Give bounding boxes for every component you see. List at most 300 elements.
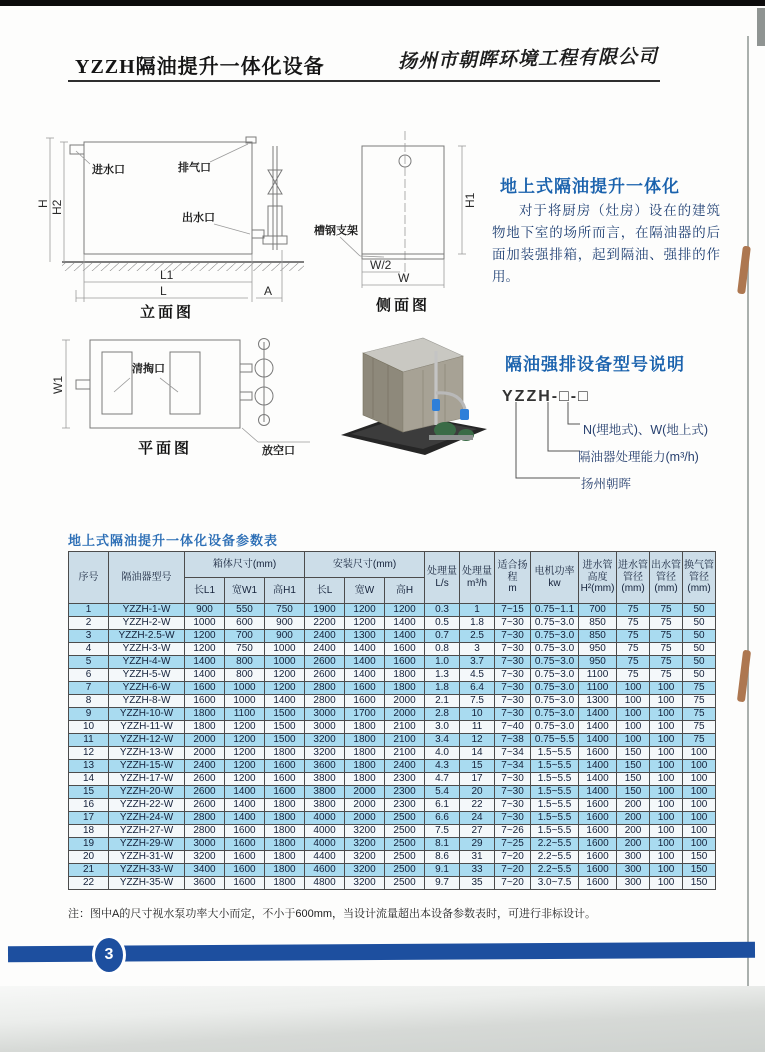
- table-cell: 700: [225, 630, 265, 643]
- table-cell: 100: [650, 773, 683, 786]
- table-cell: 1.3: [425, 669, 460, 682]
- table-cell: 1800: [265, 864, 305, 877]
- table-cell: 1400: [185, 669, 225, 682]
- table-cell: 2.2~5.5: [531, 851, 579, 864]
- table-title: 地上式隔油提升一体化设备参数表: [68, 533, 279, 548]
- table-cell: 3: [69, 630, 109, 643]
- table-cell: 300: [617, 877, 650, 890]
- table-cell: 5: [69, 656, 109, 669]
- table-cell: 7~15: [495, 604, 531, 617]
- table-cell: 2400: [305, 643, 345, 656]
- table-cell: 2300: [385, 786, 425, 799]
- table-cell: 1800: [265, 799, 305, 812]
- table-cell: 1.8: [460, 617, 495, 630]
- page-number-badge: 3: [92, 935, 126, 975]
- col-header-flow-m3h: 处理量 m³/h: [460, 552, 495, 604]
- table-cell: 9.1: [425, 864, 460, 877]
- table-cell: 0.75~3.0: [531, 656, 579, 669]
- table-cell: 7.5: [460, 695, 495, 708]
- table-row: [69, 851, 716, 864]
- table-cell: YZZH-27-W: [109, 825, 185, 838]
- table-cell: 100: [650, 838, 683, 851]
- table-cell: 50: [683, 643, 716, 656]
- table-cell: 1800: [265, 851, 305, 864]
- table-cell: 1.5~5.5: [531, 747, 579, 760]
- table-cell: 100: [650, 734, 683, 747]
- table-cell: 3200: [345, 877, 385, 890]
- table-cell: 1400: [385, 630, 425, 643]
- table-cell: 7~20: [495, 864, 531, 877]
- table-cell: 2.2~5.5: [531, 838, 579, 851]
- company-name: 扬州市朝晖环境工程有限公司: [397, 46, 659, 73]
- table-cell: 100: [683, 760, 716, 773]
- table-row: [69, 708, 716, 721]
- table-cell: 3800: [305, 773, 345, 786]
- col-subheader: 宽W: [345, 578, 385, 604]
- table-cell: 1600: [579, 799, 617, 812]
- table-cell: 100: [683, 799, 716, 812]
- table-cell: 0.75~3.0: [531, 630, 579, 643]
- table-cell: 3.4: [425, 734, 460, 747]
- table-cell: 1800: [385, 669, 425, 682]
- table-cell: 7~30: [495, 617, 531, 630]
- table-cell: YZZH-20-W: [109, 786, 185, 799]
- table-cell: 75: [650, 604, 683, 617]
- table-cell: 150: [683, 877, 716, 890]
- col-header-head: 适合扬程 m: [495, 552, 531, 604]
- table-cell: 1900: [305, 604, 345, 617]
- table-cell: 75: [617, 617, 650, 630]
- table-cell: 950: [579, 656, 617, 669]
- table-cell: 20: [69, 851, 109, 864]
- table-cell: 3: [460, 643, 495, 656]
- table-cell: 50: [683, 617, 716, 630]
- product-photo: [333, 323, 493, 471]
- table-cell: 100: [683, 825, 716, 838]
- table-cell: 2400: [185, 760, 225, 773]
- table-note: 注：图中A的尺寸视水泵功率大小而定，不小于600mm，当设计流量超出本设备参数表时，可进行非标设计。: [68, 908, 597, 920]
- side-view-drawing: [312, 128, 487, 298]
- table-cell: 1800: [265, 825, 305, 838]
- intro-title: 地上式隔油提升一体化: [500, 177, 680, 196]
- table-cell: YZZH-6-W: [109, 682, 185, 695]
- table-cell: 2000: [345, 799, 385, 812]
- table-cell: 100: [650, 877, 683, 890]
- table-cell: YZZH-2-W: [109, 617, 185, 630]
- table-cell: 800: [225, 656, 265, 669]
- table-cell: 100: [650, 851, 683, 864]
- table-cell: 900: [265, 617, 305, 630]
- table-cell: 16: [69, 799, 109, 812]
- table-row: [69, 630, 716, 643]
- table-cell: 21: [69, 864, 109, 877]
- table-cell: 2300: [385, 799, 425, 812]
- table-cell: 100: [650, 812, 683, 825]
- table-cell: 50: [683, 669, 716, 682]
- table-cell: 4600: [305, 864, 345, 877]
- table-cell: 2.8: [425, 708, 460, 721]
- table-cell: 1100: [579, 669, 617, 682]
- table-cell: 1600: [265, 786, 305, 799]
- dim-h: H: [36, 199, 50, 208]
- table-cell: 1400: [225, 786, 265, 799]
- table-cell: 1600: [225, 838, 265, 851]
- table-cell: 7~30: [495, 656, 531, 669]
- table-cell: 2: [69, 617, 109, 630]
- table-cell: 7~30: [495, 786, 531, 799]
- table-cell: 0.7: [425, 630, 460, 643]
- table-cell: 4.5: [460, 669, 495, 682]
- table-cell: 100: [650, 695, 683, 708]
- table-cell: 50: [683, 604, 716, 617]
- legend-item: 扬州朝晖: [581, 477, 632, 491]
- table-cell: 15: [69, 786, 109, 799]
- table-cell: 1400: [345, 643, 385, 656]
- table-cell: 3.0~7.5: [531, 877, 579, 890]
- table-cell: 75: [683, 682, 716, 695]
- table-cell: YZZH-15-W: [109, 760, 185, 773]
- table-cell: 100: [617, 708, 650, 721]
- table-cell: 10: [69, 721, 109, 734]
- table-cell: 950: [579, 643, 617, 656]
- table-cell: 600: [225, 617, 265, 630]
- table-row: [69, 799, 716, 812]
- table-cell: 100: [650, 864, 683, 877]
- table-cell: 4400: [305, 851, 345, 864]
- table-cell: 7~30: [495, 695, 531, 708]
- table-cell: 1.5~5.5: [531, 799, 579, 812]
- table-cell: 3400: [185, 864, 225, 877]
- table-cell: 1800: [185, 721, 225, 734]
- table-cell: 17: [460, 773, 495, 786]
- table-cell: 11: [69, 734, 109, 747]
- table-cell: 2500: [385, 851, 425, 864]
- table-cell: 1600: [345, 682, 385, 695]
- table-cell: 100: [683, 838, 716, 851]
- dim-w-half: W/2: [370, 258, 392, 272]
- table-cell: 100: [650, 721, 683, 734]
- table-cell: 22: [69, 877, 109, 890]
- table-cell: 7~34: [495, 747, 531, 760]
- table-cell: 1500: [265, 734, 305, 747]
- table-cell: 1600: [265, 760, 305, 773]
- table-cell: 3200: [345, 838, 385, 851]
- scan-edge-corner: [757, 8, 765, 46]
- table-cell: 2100: [385, 721, 425, 734]
- table-cell: YZZH-31-W: [109, 851, 185, 864]
- dim-h1: H1: [463, 192, 477, 208]
- table-cell: 800: [225, 669, 265, 682]
- params-table: [68, 551, 716, 890]
- table-cell: 100: [650, 799, 683, 812]
- table-cell: 0.75~3.0: [531, 721, 579, 734]
- table-cell: 31: [460, 851, 495, 864]
- table-cell: 0.75~5.5: [531, 734, 579, 747]
- table-cell: 3800: [305, 799, 345, 812]
- table-cell: 1200: [185, 630, 225, 643]
- table-cell: 100: [617, 695, 650, 708]
- table-row: [69, 656, 716, 669]
- table-cell: 0.75~3.0: [531, 682, 579, 695]
- table-cell: YZZH-1-W: [109, 604, 185, 617]
- table-cell: 7~30: [495, 773, 531, 786]
- col-header-power: 电机功率 kw: [531, 552, 579, 604]
- table-cell: 8: [69, 695, 109, 708]
- table-cell: 1800: [345, 760, 385, 773]
- table-cell: 1.0: [425, 656, 460, 669]
- table-cell: 75: [650, 669, 683, 682]
- table-cell: 7~38: [495, 734, 531, 747]
- page-edge-line: [747, 36, 749, 988]
- col-header-install-size: 安装尺寸(mm): [305, 552, 425, 578]
- table-cell: 2400: [385, 760, 425, 773]
- table-cell: 3200: [345, 851, 385, 864]
- table-cell: 1600: [579, 747, 617, 760]
- dim-h2: H2: [50, 199, 64, 215]
- table-cell: 1200: [345, 604, 385, 617]
- table-cell: 2400: [305, 630, 345, 643]
- table-cell: 1800: [345, 721, 385, 734]
- table-cell: YZZH-33-W: [109, 864, 185, 877]
- table-cell: 4.3: [425, 760, 460, 773]
- table-cell: 2800: [185, 825, 225, 838]
- table-cell: 1600: [225, 825, 265, 838]
- table-cell: 3.0: [425, 721, 460, 734]
- table-cell: 2000: [185, 747, 225, 760]
- table-row: [69, 786, 716, 799]
- table-cell: 150: [683, 851, 716, 864]
- table-cell: 75: [617, 630, 650, 643]
- table-cell: 100: [617, 734, 650, 747]
- col-header-inlet-height: 进水管 高度 H²(mm): [579, 552, 617, 604]
- table-cell: 2.1: [425, 695, 460, 708]
- table-row: [69, 721, 716, 734]
- table-cell: 3200: [345, 825, 385, 838]
- table-cell: 2000: [385, 695, 425, 708]
- plan-clean-label: 清掏口: [132, 363, 165, 375]
- table-cell: 2500: [385, 838, 425, 851]
- table-cell: 7~30: [495, 682, 531, 695]
- table-cell: 750: [225, 643, 265, 656]
- table-cell: 7~20: [495, 877, 531, 890]
- table-cell: 3200: [345, 864, 385, 877]
- table-cell: 1800: [385, 682, 425, 695]
- table-cell: 1600: [579, 851, 617, 864]
- table-row: [69, 669, 716, 682]
- table-cell: 1600: [385, 643, 425, 656]
- plan-view-caption: 平面图: [137, 440, 192, 457]
- table-cell: 1600: [225, 851, 265, 864]
- table-cell: 3000: [185, 838, 225, 851]
- table-cell: 12: [460, 734, 495, 747]
- table-cell: 7.5: [425, 825, 460, 838]
- table-cell: 2000: [345, 786, 385, 799]
- table-cell: 7~20: [495, 851, 531, 864]
- table-cell: 1: [460, 604, 495, 617]
- table-cell: 900: [185, 604, 225, 617]
- table-cell: 4.7: [425, 773, 460, 786]
- table-cell: 700: [579, 604, 617, 617]
- table-cell: 150: [617, 747, 650, 760]
- table-row: [69, 617, 716, 630]
- table-cell: 35: [460, 877, 495, 890]
- table-cell: 2000: [385, 708, 425, 721]
- table-cell: 200: [617, 812, 650, 825]
- table-row: [69, 760, 716, 773]
- table-cell: 100: [650, 682, 683, 695]
- table-cell: 10: [460, 708, 495, 721]
- table-cell: 850: [579, 617, 617, 630]
- table-row: [69, 864, 716, 877]
- table-cell: 75: [617, 643, 650, 656]
- table-cell: 200: [617, 825, 650, 838]
- table-cell: 150: [683, 864, 716, 877]
- table-cell: 2600: [305, 656, 345, 669]
- table-cell: 2600: [305, 669, 345, 682]
- table-cell: 7~30: [495, 708, 531, 721]
- scan-edge-top: [0, 0, 765, 6]
- dim-w1: W1: [51, 376, 65, 394]
- table-cell: 3200: [305, 734, 345, 747]
- front-view-caption: 立面图: [139, 304, 194, 321]
- table-cell: 300: [617, 864, 650, 877]
- table-cell: 14: [460, 747, 495, 760]
- table-row: [69, 838, 716, 851]
- model-code: YZZH-□-□: [502, 388, 590, 405]
- table-cell: 1200: [225, 734, 265, 747]
- table-cell: 1600: [265, 773, 305, 786]
- table-cell: 1200: [345, 617, 385, 630]
- table-cell: 100: [650, 825, 683, 838]
- table-cell: YZZH-24-W: [109, 812, 185, 825]
- col-subheader: 宽W1: [225, 578, 265, 604]
- dim-l: L: [160, 284, 167, 298]
- table-cell: 1800: [345, 773, 385, 786]
- table-cell: 0.5: [425, 617, 460, 630]
- table-row: [69, 643, 716, 656]
- table-cell: 1600: [579, 812, 617, 825]
- table-cell: 1200: [225, 760, 265, 773]
- table-cell: 8.6: [425, 851, 460, 864]
- table-cell: YZZH-35-W: [109, 877, 185, 890]
- table-cell: 2800: [305, 695, 345, 708]
- table-cell: 1800: [185, 708, 225, 721]
- table-cell: YZZH-4-W: [109, 656, 185, 669]
- table-cell: 2200: [305, 617, 345, 630]
- table-cell: 50: [683, 630, 716, 643]
- col-header-no: 序号: [69, 552, 109, 604]
- table-cell: 1600: [579, 877, 617, 890]
- table-cell: YZZH-13-W: [109, 747, 185, 760]
- table-row: [69, 773, 716, 786]
- table-cell: 1400: [579, 786, 617, 799]
- table-cell: 27: [460, 825, 495, 838]
- page-title: YZZH隔油提升一体化设备: [75, 56, 325, 78]
- table-cell: 7~30: [495, 812, 531, 825]
- table-cell: YZZH-12-W: [109, 734, 185, 747]
- table-row: [69, 695, 716, 708]
- col-header-vent-dia: 换气管 管径 (mm): [683, 552, 716, 604]
- col-header-model: 隔油器型号: [109, 552, 185, 604]
- table-cell: 3.7: [460, 656, 495, 669]
- table-cell: 1400: [345, 656, 385, 669]
- table-cell: 0.75~3.0: [531, 643, 579, 656]
- table-cell: 1600: [225, 864, 265, 877]
- table-cell: 1500: [265, 708, 305, 721]
- table-cell: 33: [460, 864, 495, 877]
- table-cell: 7~34: [495, 760, 531, 773]
- table-cell: 3200: [185, 851, 225, 864]
- params-table-body: [69, 604, 716, 890]
- table-cell: 0.75~3.0: [531, 669, 579, 682]
- table-cell: 6.4: [460, 682, 495, 695]
- table-cell: 7~26: [495, 825, 531, 838]
- table-cell: 1200: [185, 643, 225, 656]
- table-cell: 1.5~5.5: [531, 812, 579, 825]
- table-cell: 1800: [265, 747, 305, 760]
- table-cell: 1800: [265, 877, 305, 890]
- table-cell: 0.75~3.0: [531, 695, 579, 708]
- col-subheader: 高H: [385, 578, 425, 604]
- table-cell: 1400: [579, 773, 617, 786]
- table-cell: 13: [69, 760, 109, 773]
- table-cell: 100: [683, 812, 716, 825]
- table-cell: 1800: [345, 734, 385, 747]
- front-view-drawing: [36, 130, 327, 330]
- table-row: [69, 825, 716, 838]
- table-cell: 0.75~1.1: [531, 604, 579, 617]
- table-cell: 2800: [185, 812, 225, 825]
- table-cell: 1800: [345, 747, 385, 760]
- col-subheader: 高H1: [265, 578, 305, 604]
- table-cell: 6: [69, 669, 109, 682]
- table-cell: 1200: [225, 773, 265, 786]
- intro-body: 对于将厨房（灶房）设在的建筑物地下室的场所而言，在隔油器的后面加装强排箱，起到隔油、强排的作用。: [492, 203, 720, 284]
- table-cell: 2300: [385, 773, 425, 786]
- table-cell: 75: [683, 721, 716, 734]
- table-cell: 7~30: [495, 799, 531, 812]
- table-cell: 4000: [305, 812, 345, 825]
- table-cell: 75: [683, 734, 716, 747]
- table-cell: 1600: [185, 682, 225, 695]
- table-cell: 4: [69, 643, 109, 656]
- table-cell: 75: [650, 656, 683, 669]
- col-subheader: 长L: [305, 578, 345, 604]
- table-cell: 14: [69, 773, 109, 786]
- front-outlet-label: 出水口: [182, 212, 215, 224]
- table-cell: 100: [650, 786, 683, 799]
- table-cell: 150: [617, 786, 650, 799]
- table-cell: 1.8: [425, 682, 460, 695]
- table-cell: 4000: [305, 825, 345, 838]
- table-cell: 0.3: [425, 604, 460, 617]
- table-cell: 18: [69, 825, 109, 838]
- table-cell: 29: [460, 838, 495, 851]
- col-subheader: 长L1: [185, 578, 225, 604]
- table-cell: 1000: [225, 682, 265, 695]
- table-cell: 1200: [225, 721, 265, 734]
- table-cell: 1400: [579, 760, 617, 773]
- col-header-outlet-dia: 出水管 管径 (mm): [650, 552, 683, 604]
- table-cell: 75: [617, 669, 650, 682]
- model-legend-title: 隔油强排设备型号说明: [505, 355, 685, 374]
- table-cell: 2500: [385, 825, 425, 838]
- table-cell: 1400: [225, 812, 265, 825]
- table-cell: 7: [69, 682, 109, 695]
- col-header-flow-ls: 处理量 L/s: [425, 552, 460, 604]
- table-cell: 1200: [265, 682, 305, 695]
- table-cell: 1.5~5.5: [531, 773, 579, 786]
